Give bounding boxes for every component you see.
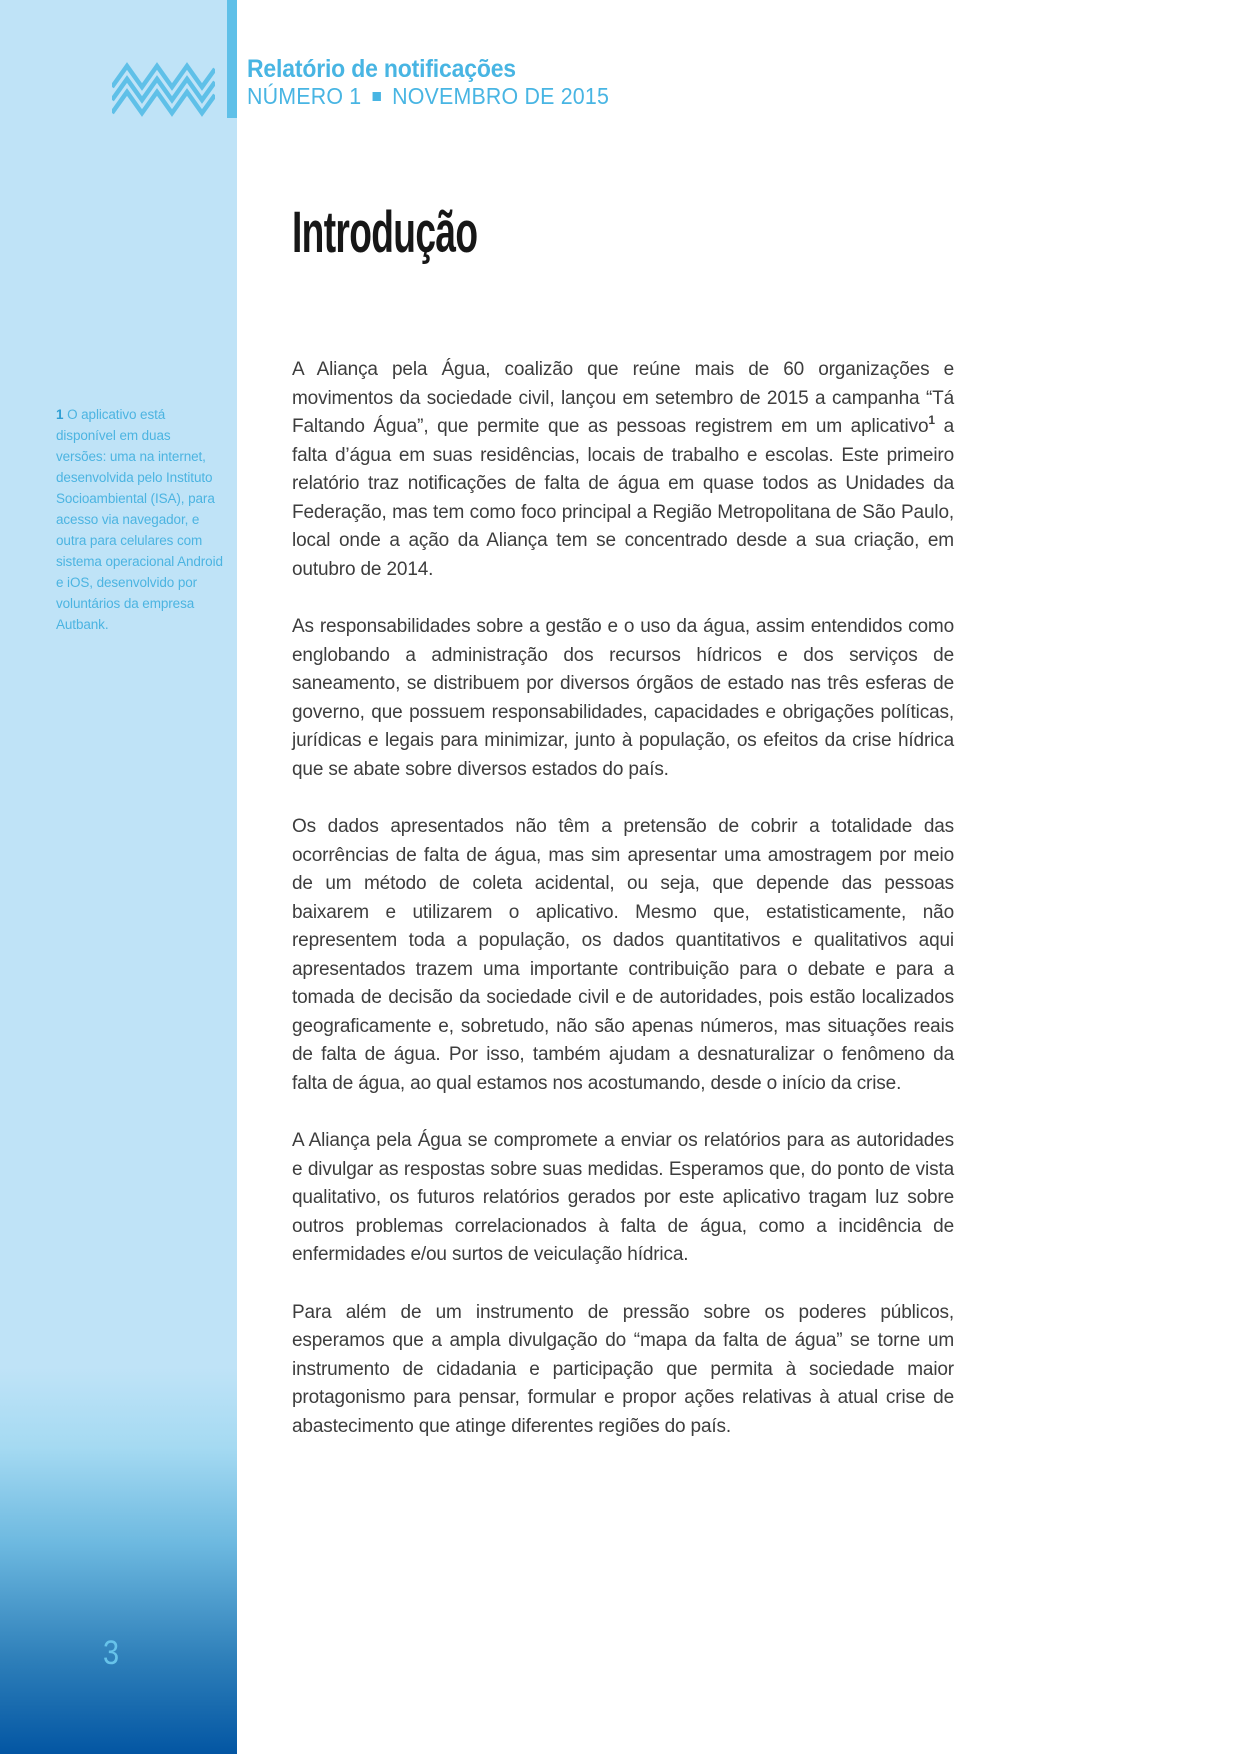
- report-issue-number: NÚMERO 1: [247, 83, 362, 109]
- paragraph: Os dados apresentados não têm a pretensão de cobrir a totalidade das ocorrências de falta de água, mas sim apresentar uma amostragem por meio de um método de coleta acidental, ou seja, que depende das pessoas baixarem e utilizarem o aplicativo. Mesmo que, estatisticamente, não representem toda a população, os dados quantitativos e qualitativos aqui apresentados trazem uma importante contribuição para o debate e para a tomada de decisão da sociedade civil e de autoridades, pois estão localizados geograficamente e, sobretudo, não são apenas números, mas situações reais de falta de água. Por isso, também ajudam a desnaturalizar o fenômeno da falta de água, ao qual estamos nos acostumando, desde o início da crise.: [292, 816, 954, 1094]
- report-subtitle: [247, 83, 609, 109]
- footnote: [56, 404, 224, 635]
- paragraph: A Aliança pela Água se compromete a enviar os relatórios para as autoridades e divulgar as respostas sobre suas medidas. Esperamos que, do ponto de vista qualitativo, os futuros relatórios gerados por este aplicativo tragam luz sobre outros problemas correlacionados à falta de água, como a incidência de enfermidades e/ou surtos de veiculação hídrica.: [292, 1130, 954, 1265]
- footnote-text: O aplicativo está disponível em duas versões: uma na internet, desenvolvida pelo Instituto Socioambiental (ISA), para acesso via navegador, e outra para celulares com sistema operacional Android e iOS, desenvolvido por voluntários da empresa Autbank.: [56, 407, 223, 632]
- article-body: [292, 200, 954, 1470]
- paragraph-intro-text: A Aliança pela Água, coalizão que reúne mais de 60 organizações e movimentos da sociedade civil, lançou em setembro de 2015 a campanha “Tá Faltando Água”, que permite que as pessoas registrem em um aplicativo: [292, 359, 954, 437]
- header-accent-bar: [227, 0, 237, 118]
- report-title: Relatório de notificações: [247, 55, 516, 83]
- paragraph-intro-text-cont: a falta d’água em suas residências, locais de trabalho e escolas. Este primeiro relatório traz notificações de falta de água em quase todos as Unidades da Federação, mas tem como foco principal a Região Metropolitana de São Paulo, local onde a ação da Aliança tem se concentrado desde a sua criação, em outubro de 2014.: [292, 416, 954, 580]
- page-number: 3: [103, 1634, 120, 1672]
- square-bullet-icon: [373, 92, 381, 101]
- sidebar: [0, 0, 237, 1754]
- water-waves-logo-icon: [112, 61, 215, 118]
- footnote-marker: 1: [56, 407, 64, 422]
- paragraph-intro: [292, 356, 954, 584]
- report-date: NOVEMBRO DE 2015: [392, 83, 610, 109]
- report-header: [247, 55, 636, 109]
- paragraph: Para além de um instrumento de pressão sobre os poderes públicos, esperamos que a ampla divulgação do “mapa da falta de água” se torne um instrumento de cidadania e participação que permita à sociedade maior protagonismo para pensar, formular e propor ações relativas à atual crise de abastecimento que atinge diferentes regiões do país.: [292, 1301, 954, 1437]
- paragraph: As responsabilidades sobre a gestão e o uso da água, assim entendidos como englobando a administração dos recursos hídricos e dos serviços de saneamento, se distribuem por diversos órgãos de estado nas três esferas de governo, que possuem responsabilidades, capacidades e obrigações políticas, jurídicas e legais para minimizar, junto à população, os efeitos da crise hídrica que se abate sobre diversos estados do país.: [292, 616, 954, 780]
- section-title: Introdução: [292, 200, 478, 265]
- footnote-reference: 1: [928, 412, 935, 427]
